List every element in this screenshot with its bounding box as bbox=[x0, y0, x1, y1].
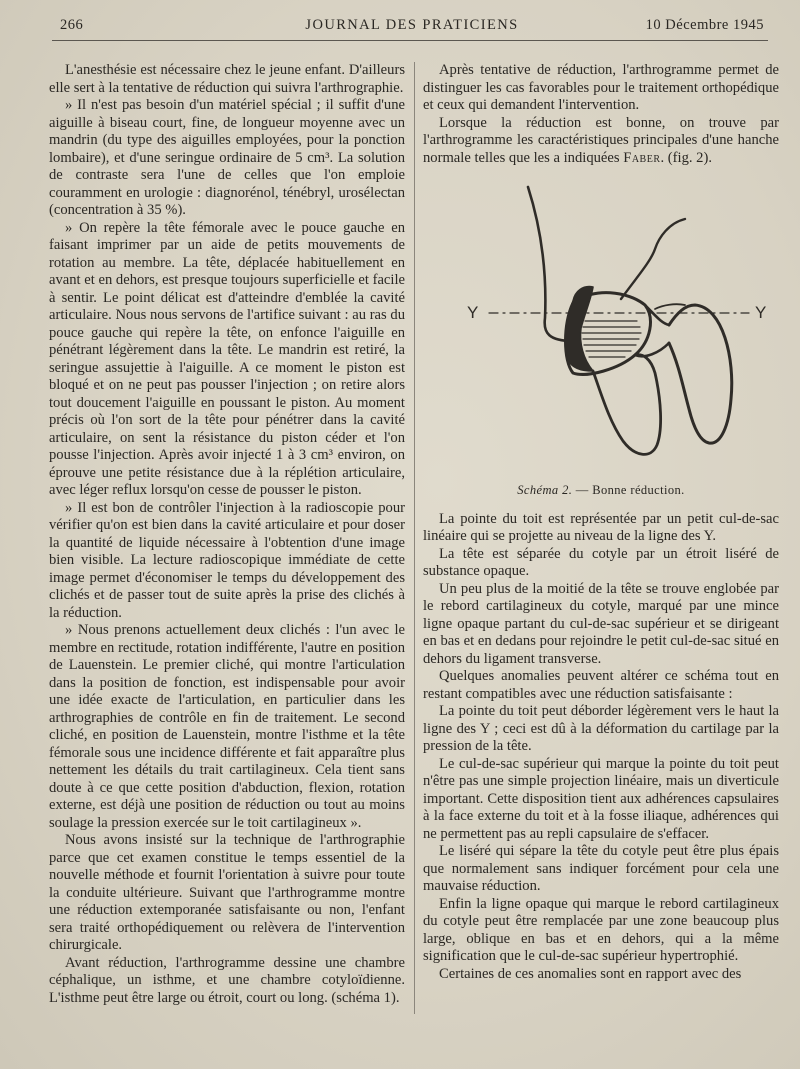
caption-text: — Bonne réduction. bbox=[572, 483, 685, 497]
faber-text-after: . (fig. 2). bbox=[660, 149, 712, 166]
iliac-outline bbox=[528, 187, 573, 341]
paragraph: Quelques anomalies peuvent altérer ce schéma tout en restant compatibles avec une réduction satisfaisante : bbox=[423, 668, 779, 702]
pubic-outline bbox=[655, 304, 685, 309]
cartilage-roof bbox=[566, 287, 593, 371]
paragraph: » Nous prenons actuellement deux clichés : l'un avec le membre en rectitude, rotation indifférente, l'autre en position de Lauenstein. Le premier cliché, qui montre l'articulation dans la position de fonction, est indispensable pour avoir une idée exacte de l'articulation, en particulier dans les arthrographies de contrôle en fin de traitement. Le second cliché, en position de Lauenstein, montre l'isthme et la tête fémorale sous une incidence différente et fait apparaître plus nettement les détails du trait cartilagineux. Cela tient sans doute à ce que cette position d'abduction, flexion, rotation externe, est déjà une position de réduction ou tout au moins soulage la pression exercée sur le toit cartilagineux ». bbox=[49, 622, 405, 831]
y-label-left: Y bbox=[467, 303, 479, 322]
journal-title: JOURNAL DES PRATICIENS bbox=[305, 17, 519, 33]
head-hatching bbox=[582, 321, 641, 357]
paragraph: Un peu plus de la moitié de la tête se trouve englobée par le rebord cartilagineux du cotyle, marqué par une mince ligne opaque partant du cul-de-sac supérieur et se dirigeant en bas et en dedans pour rejoindre le petit cul-de-sac situé en dehors du ligament transverse. bbox=[423, 580, 779, 667]
paragraph: Avant réduction, l'arthrogramme dessine une chambre céphalique, un isthme, et une chambre cotyloïdienne. L'isthme peut être large ou étroit, court ou long. (schéma 1). bbox=[49, 954, 405, 1006]
upper-outline bbox=[621, 219, 685, 299]
paragraph: La pointe du toit est représentée par un petit cul-de-sac linéaire qui se projette au niveau de la ligne des Y. bbox=[423, 510, 779, 544]
figure-caption bbox=[423, 482, 779, 500]
paragraph: Enfin la ligne opaque qui marque le rebord cartilagineux du cotyle peut être remplacée par une zone beaucoup plus large, oblique en bas et en dehors, qui a la même signification que le cul-de-sac supérieur hypertrophié. bbox=[423, 895, 779, 964]
paragraph: Le liséré qui sépare la tête du cotyle peut être plus épais que normalement sans indiquer forcément pour cela une mauvaise réduction. bbox=[423, 843, 779, 894]
column-divider bbox=[414, 62, 415, 1014]
right-column bbox=[423, 62, 779, 983]
hip-arthrogram-drawing bbox=[423, 173, 779, 478]
ischium-outline bbox=[593, 355, 661, 455]
paragraph: La tête est séparée du cotyle par un étroit liséré de substance opaque. bbox=[423, 545, 779, 579]
paragraph: Nous avons insisté sur la technique de l'arthrographie parce que cet examen constitue le temps essentiel de la nouvelle méthode et fournit l'orientation à suivre pour toute la conduite ultérieure. Suivant que l'arthrogramme montre une réduction extemporanée satisfaisante ou non, l'enfant sera traité orthopédiquement ou relèvera de l'intervention chirurgicale. bbox=[49, 832, 405, 953]
paragraph: » Il n'est pas besoin d'un matériel spécial ; il suffit d'une aiguille à biseau court, fine, de longueur moyenne avec un mandrin (du type des aiguilles employées, pour la ponction lombaire), et d'une seringue ordinaire de 5 cm³. La solution de contraste sera l'une de celles que l'on emploie couramment en urologie : diagnorénol, ténébryl, urosélectan (concentration à 35 %). bbox=[49, 97, 405, 218]
author-faber: Faber bbox=[623, 149, 661, 166]
page-header bbox=[60, 17, 764, 39]
left-column bbox=[49, 62, 405, 1007]
paragraph: Certaines de ces anomalies sont en rapport avec des bbox=[439, 965, 742, 982]
figure-schema-2 bbox=[423, 173, 779, 478]
paragraph: Le cul-de-sac supérieur qui marque la pointe du toit peut n'être pas une simple projection linéaire, mais un diverticule important. Cette disposition tient aux adhérences capsulaires à la face externe du toit et à la fosse iliaque, adhérences qui ne permettent pas au repli capsulaire de s'effacer. bbox=[423, 755, 779, 842]
paragraph: » On repère la tête fémorale avec le pouce gauche en faisant imprimer par un aide de petits mouvements de rotation au membre. La tête, déplacée habituellement en avant et en dehors, est presque toujours superficielle et facile à sentir. Le point délicat est d'atteindre d'emblée la cavité articulaire. Nous nous servons de l'artifice suivant : au ras du pouce gauche qui repère la tête, on enfonce l'aiguille en pénétrant légèrement dans la tête. Le mandrin est retiré, la seringue assujettie à l'aiguille. A ce moment le piston est bloqué et on ne peut pas pousser l'injection ; on retire alors tout doucement l'aiguille en poussant le piston. Au moment précis où l'on sort de la tête pour pénétrer dans la cavité articulaire, on sent la résistance du piston céder et l'on pousse l'injection. Après avoir injecté 1 à 3 cm³ environ, on éprouve une petite résistance due à la réplétion articulaire, avec léger reflux lorsqu'on cesse de pousser le piston. bbox=[49, 219, 405, 498]
faber-text-before: Lorsque la réduction est bonne, on trouve par l'arthrogramme les caractéristiques principales d'une hanche normale telles que les a indiquées bbox=[423, 114, 779, 166]
caption-label: Schéma 2. bbox=[517, 483, 573, 497]
y-label-right: Y bbox=[755, 303, 767, 322]
paragraph: Après tentative de réduction, l'arthrogramme permet de distinguer les cas favorables pour le traitement orthopédique et ceux qui demandent l'intervention. bbox=[423, 62, 779, 113]
paragraph: La pointe du toit peut déborder légèrement vers le haut la ligne des Y ; ceci est dû à la déformation du cartilage par la pression de la tête. bbox=[423, 703, 779, 754]
paragraph: » Il est bon de contrôler l'injection à la radioscopie pour vérifier qu'on est bien dans la cavité articulaire et pour doser la quantité de liquide nécessaire à l'obtention d'une image bien visible. La lecture radioscopique immédiate de cette image permet d'économiser le temps du développement des clichés et de passer tout de suite après la prise des clichés à la réduction. bbox=[49, 499, 405, 621]
header-rule bbox=[52, 40, 768, 41]
paragraph-faber bbox=[423, 115, 779, 168]
femoral-shaft bbox=[669, 305, 732, 443]
issue-date: 10 Décembre 1945 bbox=[645, 17, 764, 33]
page-number: 266 bbox=[60, 17, 84, 33]
paragraph: L'anesthésie est nécessaire chez le jeune enfant. D'ailleurs elle sert à la tentative de réduction qui suivra l'arthrographie. bbox=[49, 62, 405, 96]
